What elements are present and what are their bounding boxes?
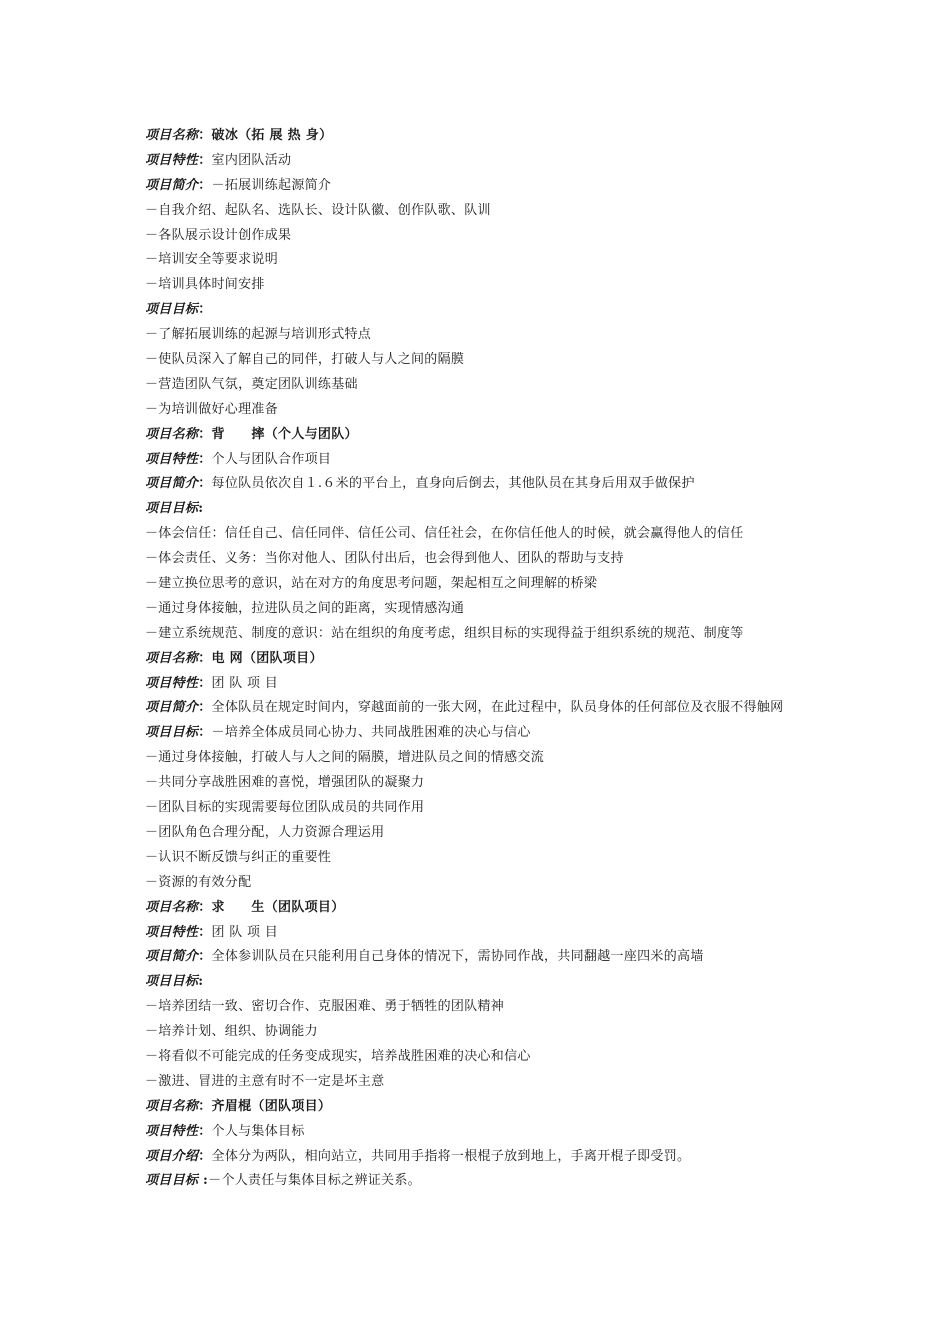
field-value: 全体参训队员在只能利用自己身体的情况下，需协同作战，共同翻越一座四米的高墙 <box>211 949 704 965</box>
field-separator: ： <box>198 700 212 716</box>
field-value: 团 队 项 目 <box>211 924 279 940</box>
field-value: 背 摔（个人与团队） <box>211 426 358 442</box>
field-line <box>145 921 825 946</box>
bullet-line <box>145 224 825 249</box>
field-separator: ： <box>198 675 212 691</box>
field-separator: ： <box>198 1098 212 1114</box>
field-line <box>145 448 825 473</box>
bullet-text: －营造团队气氛，奠定团队训练基础 <box>145 376 358 392</box>
bullet-text: －培训具体时间安排 <box>145 277 265 293</box>
field-separator: ： <box>198 128 212 143</box>
field-separator: ： <box>198 949 212 965</box>
bullet-line <box>145 1045 825 1070</box>
field-label: 项目目标 <box>145 501 199 517</box>
field-line <box>145 647 825 672</box>
field-label: 项目简介 <box>145 476 199 492</box>
field-value: 每位队员依次自１.６米的平台上，直身向后倒去，其他队员在其身后用双手做保护 <box>211 476 695 492</box>
bullet-line <box>145 348 825 373</box>
bullet-text: －使队员深入了解自己的同伴，打破人与人之间的隔膜 <box>145 352 465 368</box>
field-line <box>145 896 825 921</box>
bullet-line <box>145 398 825 423</box>
field-line <box>145 1145 825 1170</box>
bullet-line <box>145 846 825 871</box>
field-label: 项目特性 <box>145 1123 199 1139</box>
field-separator: ： <box>198 899 212 915</box>
field-label: 项目名称 <box>145 650 199 666</box>
bullet-text: －将看似不可能完成的任务变成现实，培养战胜困难的决心和信心 <box>145 1048 531 1064</box>
bullet-line <box>145 995 825 1020</box>
bullet-text: －为培训做好心理准备 <box>145 401 279 417</box>
field-line <box>145 298 825 323</box>
field-label: 项目目标 <box>145 1173 199 1189</box>
field-label: 项目名称 <box>145 426 199 442</box>
field-line <box>145 1095 825 1120</box>
bullet-text: －激进、冒进的主意有时不一定是坏主意 <box>145 1073 385 1089</box>
bullet-line <box>145 1020 825 1045</box>
field-value: 全体分为两队，相向站立，共同用手指将一根棍子放到地上，手离开棍子即受罚。 <box>211 1148 691 1164</box>
bullet-line <box>145 522 825 547</box>
field-label: 项目介绍 <box>145 1148 199 1164</box>
field-separator: ： <box>198 152 212 168</box>
bullet-text: －培养团结一致、密切合作、克服困难、勇于牺牲的团队精神 <box>145 999 505 1015</box>
bullet-line <box>145 373 825 398</box>
field-label: 项目目标 <box>145 302 199 318</box>
field-value: －培养全体成员同心协力、共同战胜困难的决心与信心 <box>211 725 531 741</box>
bullet-text: －团队角色合理分配，人力资源合理运用 <box>145 824 385 840</box>
field-value: 电 网（团队项目） <box>211 650 323 666</box>
bullet-line <box>145 248 825 273</box>
field-value: 齐眉棍（团队项目） <box>211 1098 332 1114</box>
bullet-text: －培养计划、组织、协调能力 <box>145 1024 318 1040</box>
bullet-text: －建立系统规范、制度的意识：站在组织的角度考虑，组织目标的实现得益于组织系统的规范、制度等 <box>145 625 744 641</box>
bullet-text: －认识不断反馈与纠正的重要性 <box>145 849 332 865</box>
field-separator: ： <box>198 650 212 666</box>
bullet-line <box>145 323 825 348</box>
bullet-text: －通过身体接触，打破人与人之间的隔膜，增进队员之间的情感交流 <box>145 750 545 766</box>
field-separator: ： <box>198 725 212 741</box>
field-separator: ： <box>198 1148 212 1164</box>
bullet-line <box>145 871 825 896</box>
bullet-text: －各队展示设计创作成果 <box>145 227 292 243</box>
field-separator: ： <box>198 476 212 492</box>
field-label: 项目简介 <box>145 700 199 716</box>
field-value: 求 生（团队项目） <box>211 899 345 915</box>
field-separator: ： <box>198 1123 212 1139</box>
bullet-line <box>145 547 825 572</box>
field-separator: ： <box>198 302 212 318</box>
field-line <box>145 149 825 174</box>
field-label: 项目名称 <box>145 128 199 143</box>
field-label: 项目特性 <box>145 675 199 691</box>
field-line <box>145 423 825 448</box>
bullet-line <box>145 821 825 846</box>
bullet-line <box>145 796 825 821</box>
field-label: 项目目标 <box>145 725 199 741</box>
field-label: 项目特性 <box>145 451 199 467</box>
field-line <box>145 1169 825 1194</box>
field-line <box>145 672 825 697</box>
field-value: 室内团队活动 <box>211 152 292 168</box>
bullet-line <box>145 746 825 771</box>
field-label: 项目简介 <box>145 949 199 965</box>
bullet-line <box>145 597 825 622</box>
field-separator: ： <box>198 924 212 940</box>
field-line <box>145 721 825 746</box>
field-line <box>145 1120 825 1145</box>
field-line <box>145 945 825 970</box>
bullet-line <box>145 199 825 224</box>
bullet-text: －团队目标的实现需要每位团队成员的共同作用 <box>145 800 425 816</box>
field-line <box>145 497 825 522</box>
field-separator: : <box>198 501 204 517</box>
bullet-text: －培训安全等要求说明 <box>145 252 279 268</box>
field-separator: ： <box>198 426 212 442</box>
bullet-text: －体会责任、义务：当你对他人、团队付出后，也会得到他人、团队的帮助与支持 <box>145 551 624 567</box>
field-value: 全体队员在规定时间内，穿越面前的一张大网，在此过程中，队员身体的任何部位及衣服不得触网 <box>211 700 784 716</box>
field-line <box>145 696 825 721</box>
field-separator: : <box>198 974 204 990</box>
bullet-text: －共同分享战胜困难的喜悦，增强团队的凝聚力 <box>145 775 425 791</box>
bullet-line <box>145 572 825 597</box>
field-value: －个人责任与集体目标之辨证关系。 <box>208 1173 421 1189</box>
bullet-line <box>145 622 825 647</box>
field-line <box>145 124 825 149</box>
field-value: 团 队 项 目 <box>211 675 279 691</box>
bullet-line <box>145 771 825 796</box>
field-label: 项目目标 <box>145 974 199 990</box>
field-separator: : <box>198 1173 209 1189</box>
field-line <box>145 970 825 995</box>
field-line <box>145 174 825 199</box>
document-page <box>145 124 825 1194</box>
bullet-text: －自我介绍、起队名、选队长、设计队徽、创作队歌、队训 <box>145 202 491 218</box>
field-separator: ： <box>198 451 212 467</box>
field-label: 项目名称 <box>145 899 199 915</box>
field-value: 破冰（拓 展 热 身） <box>211 128 333 143</box>
field-separator: ： <box>198 177 212 193</box>
field-value: 个人与团队合作项目 <box>211 451 332 467</box>
bullet-line <box>145 273 825 298</box>
field-line <box>145 472 825 497</box>
bullet-text: －建立换位思考的意识，站在对方的角度思考问题，架起相互之间理解的桥梁 <box>145 576 598 592</box>
field-value: 个人与集体目标 <box>211 1123 305 1139</box>
field-label: 项目简介 <box>145 177 199 193</box>
bullet-text: －通过身体接触，拉进队员之间的距离，实现情感沟通 <box>145 600 465 616</box>
field-label: 项目名称 <box>145 1098 199 1114</box>
bullet-line <box>145 1070 825 1095</box>
bullet-text: －了解拓展训练的起源与培训形式特点 <box>145 327 372 343</box>
bullet-text: －资源的有效分配 <box>145 874 252 890</box>
field-label: 项目特性 <box>145 152 199 168</box>
field-value: －拓展训练起源简介 <box>211 177 332 193</box>
bullet-text: －体会信任：信任自己、信任同伴、信任公司、信任社会，在你信任他人的时候，就会赢得他人的信任 <box>145 526 744 542</box>
field-label: 项目特性 <box>145 924 199 940</box>
